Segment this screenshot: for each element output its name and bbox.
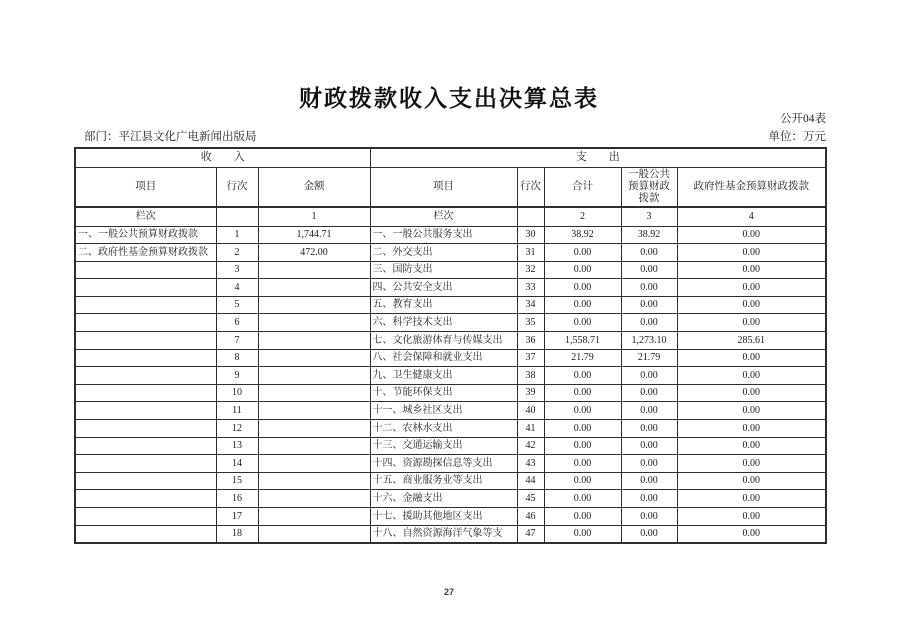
table-cell: 0.00 — [621, 508, 677, 526]
table-cell — [75, 332, 216, 350]
budget-summary-table — [74, 147, 827, 544]
table-cell: 14 — [216, 455, 258, 473]
table-cell: 37 — [517, 349, 544, 367]
table-cell: 3 — [216, 261, 258, 279]
unit-label: 单位：万元 — [768, 131, 826, 143]
table-row — [75, 349, 826, 367]
table-cell: 0.00 — [621, 472, 677, 490]
table-cell: 21.79 — [544, 349, 621, 367]
table-cell: 21.79 — [621, 349, 677, 367]
table-row — [75, 226, 826, 244]
table-cell: 0.00 — [544, 490, 621, 508]
department-label: 部门：平江县文化广电新闻出版局 — [84, 131, 257, 143]
table-cell: 0.00 — [677, 490, 826, 508]
table-section-header-row — [75, 148, 826, 167]
table-cell: 12 — [216, 420, 258, 438]
table-cell: 0.00 — [544, 296, 621, 314]
table-cell — [75, 508, 216, 526]
index-cell — [517, 207, 544, 226]
table-row — [75, 525, 826, 543]
table-cell: 0.00 — [621, 314, 677, 332]
table-cell — [258, 490, 370, 508]
table-cell: 40 — [517, 402, 544, 420]
table-cell: 0.00 — [544, 261, 621, 279]
table-cell: 0.00 — [677, 314, 826, 332]
table-cell — [258, 455, 370, 473]
table-cell: 0.00 — [544, 402, 621, 420]
column-header-expenditure-line-no: 行次 — [517, 167, 544, 207]
table-cell: 4 — [216, 279, 258, 297]
table-cell: 0.00 — [677, 279, 826, 297]
table-cell — [75, 420, 216, 438]
table-cell: 十、节能环保支出 — [370, 384, 517, 402]
table-cell: 0.00 — [621, 384, 677, 402]
table-cell: 五、教育支出 — [370, 296, 517, 314]
table-cell: 8 — [216, 349, 258, 367]
table-cell: 0.00 — [621, 490, 677, 508]
table-cell: 四、公共安全支出 — [370, 279, 517, 297]
table-cell: 0.00 — [677, 226, 826, 244]
table-cell: 0.00 — [677, 367, 826, 385]
table-cell: 44 — [517, 472, 544, 490]
table-cell: 45 — [517, 490, 544, 508]
table-cell — [258, 279, 370, 297]
table-cell: 0.00 — [544, 279, 621, 297]
table-row — [75, 437, 826, 455]
table-cell: 0.00 — [544, 314, 621, 332]
table-cell — [258, 420, 370, 438]
table-cell: 0.00 — [544, 525, 621, 543]
table-cell — [75, 367, 216, 385]
table-cell: 30 — [517, 226, 544, 244]
table-cell: 32 — [517, 261, 544, 279]
table-cell — [75, 490, 216, 508]
table-cell: 42 — [517, 437, 544, 455]
table-cell: 0.00 — [621, 455, 677, 473]
table-cell: 0.00 — [544, 367, 621, 385]
table-cell: 0.00 — [621, 261, 677, 279]
table-cell — [258, 472, 370, 490]
table-cell: 0.00 — [677, 261, 826, 279]
table-cell: 38 — [517, 367, 544, 385]
table-cell: 34 — [517, 296, 544, 314]
table-cell: 0.00 — [544, 420, 621, 438]
table-cell — [75, 314, 216, 332]
table-cell: 36 — [517, 332, 544, 350]
expenditure-section-header: 支 出 — [370, 148, 826, 167]
table-cell: 九、卫生健康支出 — [370, 367, 517, 385]
table-cell: 一、一般公共预算财政拨款 — [75, 226, 216, 244]
index-cell: 2 — [544, 207, 621, 226]
index-cell: 栏次 — [370, 207, 517, 226]
table-cell: 0.00 — [677, 420, 826, 438]
table-cell — [258, 402, 370, 420]
table-cell — [75, 402, 216, 420]
income-section-header: 收 入 — [75, 148, 370, 167]
table-cell: 0.00 — [621, 420, 677, 438]
index-cell: 栏次 — [75, 207, 216, 226]
table-cell: 9 — [216, 367, 258, 385]
table-cell: 0.00 — [544, 508, 621, 526]
table-cell — [75, 279, 216, 297]
table-cell: 十四、资源勘探信息等支出 — [370, 455, 517, 473]
table-cell: 0.00 — [621, 367, 677, 385]
table-column-index-row — [75, 207, 826, 226]
table-cell — [258, 349, 370, 367]
table-cell: 38.92 — [544, 226, 621, 244]
table-cell: 41 — [517, 420, 544, 438]
table-cell: 13 — [216, 437, 258, 455]
table-row — [75, 244, 826, 262]
table-cell: 0.00 — [677, 296, 826, 314]
table-cell: 39 — [517, 384, 544, 402]
table-cell: 43 — [517, 455, 544, 473]
table-cell: 0.00 — [677, 349, 826, 367]
index-cell: 3 — [621, 207, 677, 226]
table-cell — [258, 508, 370, 526]
table-cell — [258, 332, 370, 350]
table-cell: 285.61 — [677, 332, 826, 350]
table-cell: 十三、交通运输支出 — [370, 437, 517, 455]
table-cell — [258, 296, 370, 314]
table-row — [75, 332, 826, 350]
table-cell: 十八、自然资源海洋气象等支 — [370, 525, 517, 543]
table-cell: 5 — [216, 296, 258, 314]
table-row — [75, 384, 826, 402]
table-row — [75, 490, 826, 508]
table-row — [75, 455, 826, 473]
table-cell: 0.00 — [677, 384, 826, 402]
table-cell: 31 — [517, 244, 544, 262]
table-cell — [75, 349, 216, 367]
page-number: 27 — [443, 587, 454, 597]
table-cell: 0.00 — [621, 244, 677, 262]
table-cell: 十六、金融支出 — [370, 490, 517, 508]
table-cell: 十二、农林水支出 — [370, 420, 517, 438]
page-title: 财政拨款收入支出决算总表 — [299, 85, 599, 111]
table-cell: 6 — [216, 314, 258, 332]
column-header-income-line-no: 行次 — [216, 167, 258, 207]
table-column-header-row — [75, 167, 826, 207]
table-body — [75, 226, 826, 543]
table-cell: 0.00 — [677, 508, 826, 526]
table-cell: 18 — [216, 525, 258, 543]
table-cell: 1 — [216, 226, 258, 244]
table-cell: 38.92 — [621, 226, 677, 244]
form-number-label: 公开04表 — [780, 113, 826, 125]
index-cell: 1 — [258, 207, 370, 226]
table-cell — [75, 296, 216, 314]
table-cell: 17 — [216, 508, 258, 526]
table-row — [75, 279, 826, 297]
column-header-government-fund-budget: 政府性基金预算财政拨款 — [677, 167, 826, 207]
table-cell: 47 — [517, 525, 544, 543]
table-cell: 35 — [517, 314, 544, 332]
table-cell: 33 — [517, 279, 544, 297]
table-cell: 0.00 — [621, 402, 677, 420]
table-row — [75, 261, 826, 279]
table-row — [75, 472, 826, 490]
table-row — [75, 314, 826, 332]
table-cell: 15 — [216, 472, 258, 490]
table-cell: 十五、商业服务业等支出 — [370, 472, 517, 490]
table-row — [75, 508, 826, 526]
table-cell — [75, 437, 216, 455]
column-header-expenditure-item: 项目 — [370, 167, 517, 207]
table-cell: 1,558.71 — [544, 332, 621, 350]
table-cell: 0.00 — [544, 244, 621, 262]
table-cell: 0.00 — [677, 455, 826, 473]
table-cell — [75, 525, 216, 543]
table-cell: 三、国防支出 — [370, 261, 517, 279]
table-cell: 0.00 — [677, 402, 826, 420]
index-cell — [216, 207, 258, 226]
table-cell — [258, 314, 370, 332]
column-header-general-public-budget: 一般公共预算财政拨款 — [621, 167, 677, 207]
table-cell: 0.00 — [677, 437, 826, 455]
table-cell: 0.00 — [544, 437, 621, 455]
table-cell: 0.00 — [544, 455, 621, 473]
table-cell: 0.00 — [621, 279, 677, 297]
table-cell: 0.00 — [677, 244, 826, 262]
table-cell: 11 — [216, 402, 258, 420]
table-cell: 0.00 — [544, 384, 621, 402]
index-cell: 4 — [677, 207, 826, 226]
table-cell: 16 — [216, 490, 258, 508]
column-header-total: 合计 — [544, 167, 621, 207]
table-cell: 0.00 — [544, 472, 621, 490]
table-cell: 472.00 — [258, 244, 370, 262]
column-header-income-item: 项目 — [75, 167, 216, 207]
table-cell — [258, 367, 370, 385]
table-cell — [258, 384, 370, 402]
table-cell — [75, 384, 216, 402]
table-cell: 八、社会保障和就业支出 — [370, 349, 517, 367]
table-cell: 0.00 — [677, 472, 826, 490]
column-header-income-amount: 金额 — [258, 167, 370, 207]
table-cell: 46 — [517, 508, 544, 526]
table-cell: 0.00 — [621, 525, 677, 543]
table-cell: 二、外交支出 — [370, 244, 517, 262]
table-row — [75, 420, 826, 438]
table-row — [75, 296, 826, 314]
table-cell: 7 — [216, 332, 258, 350]
table-cell: 0.00 — [621, 437, 677, 455]
table-cell: 0.00 — [621, 296, 677, 314]
table-cell — [75, 261, 216, 279]
table-cell: 0.00 — [677, 525, 826, 543]
table-cell — [258, 261, 370, 279]
table-cell: 七、文化旅游体育与传媒支出 — [370, 332, 517, 350]
table-cell: 六、科学技术支出 — [370, 314, 517, 332]
table-cell — [258, 437, 370, 455]
table-cell — [258, 525, 370, 543]
table-cell — [75, 472, 216, 490]
table-cell: 二、政府性基金预算财政拨款 — [75, 244, 216, 262]
table-cell: 10 — [216, 384, 258, 402]
table-row — [75, 402, 826, 420]
table-row — [75, 367, 826, 385]
table-cell: 1,273.10 — [621, 332, 677, 350]
table-cell — [75, 455, 216, 473]
table-cell: 十一、城乡社区支出 — [370, 402, 517, 420]
table-cell: 一、一般公共服务支出 — [370, 226, 517, 244]
table-cell: 2 — [216, 244, 258, 262]
table-cell: 1,744.71 — [258, 226, 370, 244]
table-cell: 十七、援助其他地区支出 — [370, 508, 517, 526]
